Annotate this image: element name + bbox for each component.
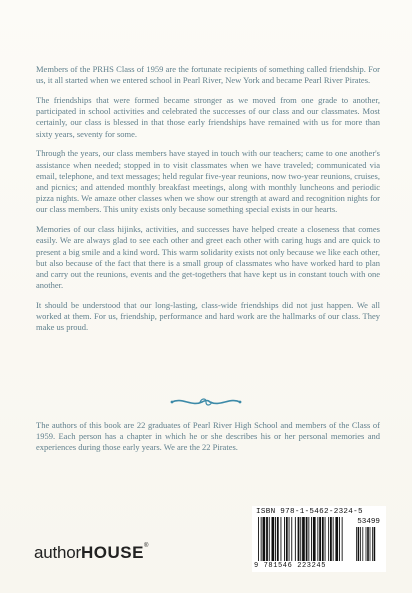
price-code: 53499 [357,518,380,526]
paragraph-friendship: Members of the PRHS Class of 1959 are the fortunate recipients of something called friendship. For us, it all started when we entered school in Pearl River, New York and became Pearl River Pirates. [36,64,380,86]
flourish-ornament-icon [170,395,242,409]
logo-text-house: HOUSE [81,543,144,562]
paragraph-memories: Memories of our class hijinks, activities, and successes have helped create a closeness that comes easily. We are always glad to see each other and greet each other with caring hugs and are quick to present a big smile and a kind word. This warm solidarity exists not only because we like each other, but also because of the fact that there is a small group of classmates who have worked hard to plan and carry out the reunions, events and the get-togethers that have kept us in constant touch with one another. [36,224,380,291]
isbn-text: ISBN 978-1-5462-2324-5 [256,508,363,516]
paragraph-understood: It should be understood that our long-lasting, class-wide friendships did not just happen. We all worked at them. For us, friendship, performance and hard work are the hallmarks of our class. They make us proud. [36,300,380,333]
authors-note: The authors of this book are 22 graduates of Pearl River High School and members of the Class of 1959. Each person has a chapter in which he or she describes his or her personal memories and experiences during those early years. We are the 22 Pirates. [36,420,380,453]
paragraph-friendships-formed: The friendships that were formed became stronger as we moved from one grade to another, participated in school activities and celebrated the successes of our class and our classmates. Most certainly, our class is blessed in that those early friendships have remained with us for more than sixty years, seventy for some. [36,95,380,139]
logo-text-author: author [34,543,82,562]
paragraph-through-the-years: Through the years, our class members have stayed in touch with our teachers; came to one another's assistance when needed; stopped in to visit classmates when we have traveled; communicated via email, telephone, and text messages; held regular five-year reunions, now two-year reunions, cruises, and picnics; and attended monthly breakfast meetings, along with monthly luncheons and periodic pizza nights. We amaze other classes when we show our strength at award and recognition nights for our class members. This unity exists only because something special exists in our hearts. [36,148,380,215]
ean-digits: 9 781546 223245 [254,562,327,570]
isbn-barcode [252,506,386,572]
blurb-text [36,64,380,342]
registered-mark: ® [143,543,149,549]
authorhouse-logo [34,543,148,563]
barcode-bars [256,517,382,563]
